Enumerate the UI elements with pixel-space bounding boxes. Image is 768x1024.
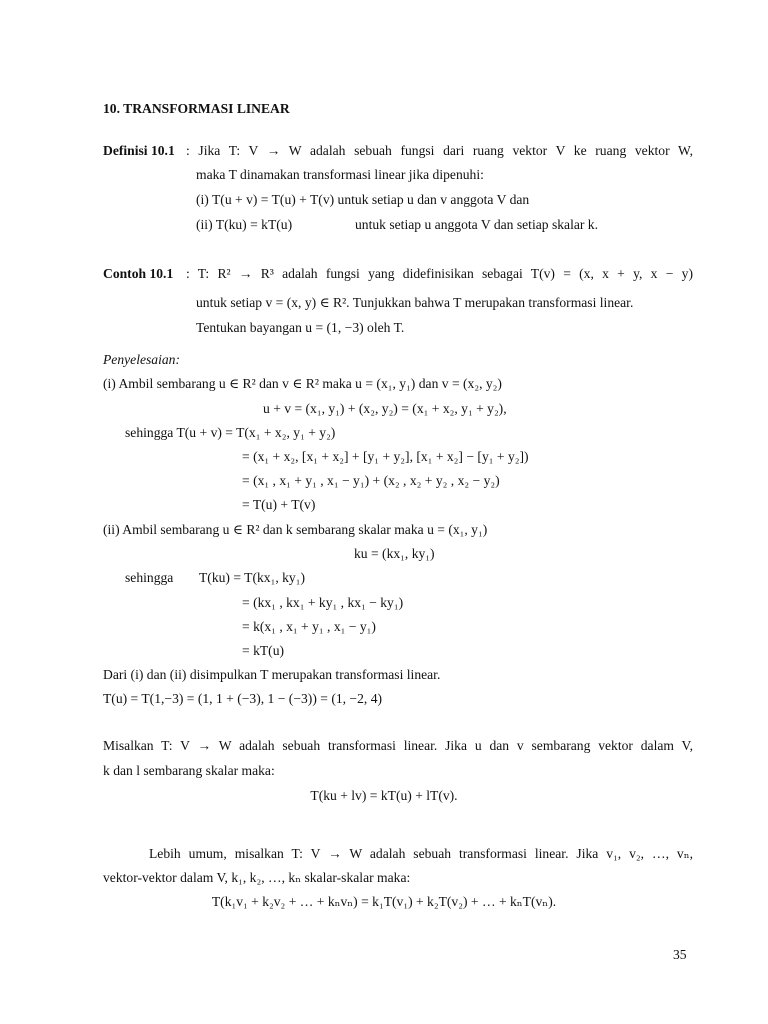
page-number: 35 <box>673 947 687 962</box>
remark-1-equation: T(ku + lv) = kT(u) + lT(v). <box>310 788 458 803</box>
remark-2-line-2: vektor-vektor dalam V, k₁, k₂, …, kₙ skalar-skalar maka: <box>103 870 411 885</box>
solution-part-1: (i) Ambil sembarang u ∈ R² dan v ∈ R² maka u = (x₁, y₁) dan v = (x₂, y₂) <box>103 376 502 391</box>
solution-part-2: (ii) Ambil sembarang u ∈ R² dan k sembarang skalar maka u = (x₁, y₁) <box>103 522 488 537</box>
example-line-1: : T: R² → R³ adalah fungsi yang didefinisikan sebagai T(v) = (x, x + y, x − y) <box>186 266 693 281</box>
example-line-2: untuk setiap v = (x, y) ∈ R². Tunjukkan bahwa T merupakan transformasi linear. <box>196 295 634 310</box>
example-label: Contoh 10.1 <box>103 266 174 281</box>
section-title: 10. TRANSFORMASI LINEAR <box>103 101 290 116</box>
solution-part-1-step-3: = (x₁ , x₁ + y₁ , x₁ − y₁) + (x₂ , x₂ + y₂ , x₂ − y₂) <box>242 473 500 488</box>
example-line-3: Tentukan bayangan u = (1, −3) oleh T. <box>196 320 405 335</box>
solution-part-1-step-4: = T(u) + T(v) <box>242 497 316 512</box>
solution-part-2-step-label: sehingga <box>125 570 174 585</box>
solution-part-2-equation: ku = (kx₁, ky₁) <box>354 546 435 561</box>
remark-2-equation: T(k₁v₁ + k₂v₂ + … + kₙvₙ) = k₁T(v₁) + k₂T(v₂) + … + kₙT(vₙ). <box>211 894 557 909</box>
solution-heading: Penyelesaian: <box>103 352 180 367</box>
solution-part-2-step-2: = (kx₁ , kx₁ + ky₁ , kx₁ − ky₁) <box>242 595 404 610</box>
remark-1-line-1: Misalkan T: V → W adalah sebuah transformasi linear. Jika u dan v sembarang vektor dalam V, <box>103 738 693 753</box>
definition-label: Definisi 10.1 <box>103 143 175 158</box>
solution-part-2-step-1: T(ku) = T(kx₁, ky₁) <box>199 570 305 585</box>
definition-condition-2: (ii) T(ku) = kT(u) <box>196 217 293 232</box>
remark-1-line-2: k dan l sembarang skalar maka: <box>103 763 275 778</box>
definition-line-1: : Jika T: V → W adalah sebuah fungsi dari ruang vektor V ke ruang vektor W, <box>186 143 693 158</box>
definition-line-2: maka T dinamakan transformasi linear jika dipenuhi: <box>196 167 484 182</box>
solution-part-2-step-3: = k(x₁ , x₁ + y₁ , x₁ − y₁) <box>242 619 376 634</box>
solution-part-1-step-1: sehingga T(u + v) = T(x₁ + x₂, y₁ + y₂) <box>125 425 336 440</box>
definition-condition-1: (i) T(u + v) = T(u) + T(v) untuk setiap u dan v anggota V dan <box>196 192 530 207</box>
definition-condition-2-text: untuk setiap u anggota V dan setiap skalar k. <box>355 217 599 232</box>
remark-2-line-1: Lebih umum, misalkan T: V → W adalah sebuah transformasi linear. Jika v₁, v₂, …, vₙ, <box>149 846 693 861</box>
solution-conclusion: Dari (i) dan (ii) disimpulkan T merupakan transformasi linear. <box>103 667 441 682</box>
solution-part-1-step-2: = (x₁ + x₂, [x₁ + x₂] + [y₁ + y₂], [x₁ + x₂] − [y₁ + y₂]) <box>242 449 529 464</box>
solution-image-of-u: T(u) = T(1,−3) = (1, 1 + (−3), 1 − (−3)) = (1, −2, 4) <box>103 691 383 706</box>
solution-part-2-step-4: = kT(u) <box>242 643 285 658</box>
solution-part-1-equation: u + v = (x₁, y₁) + (x₂, y₂) = (x₁ + x₂, y₁ + y₂), <box>263 401 507 416</box>
